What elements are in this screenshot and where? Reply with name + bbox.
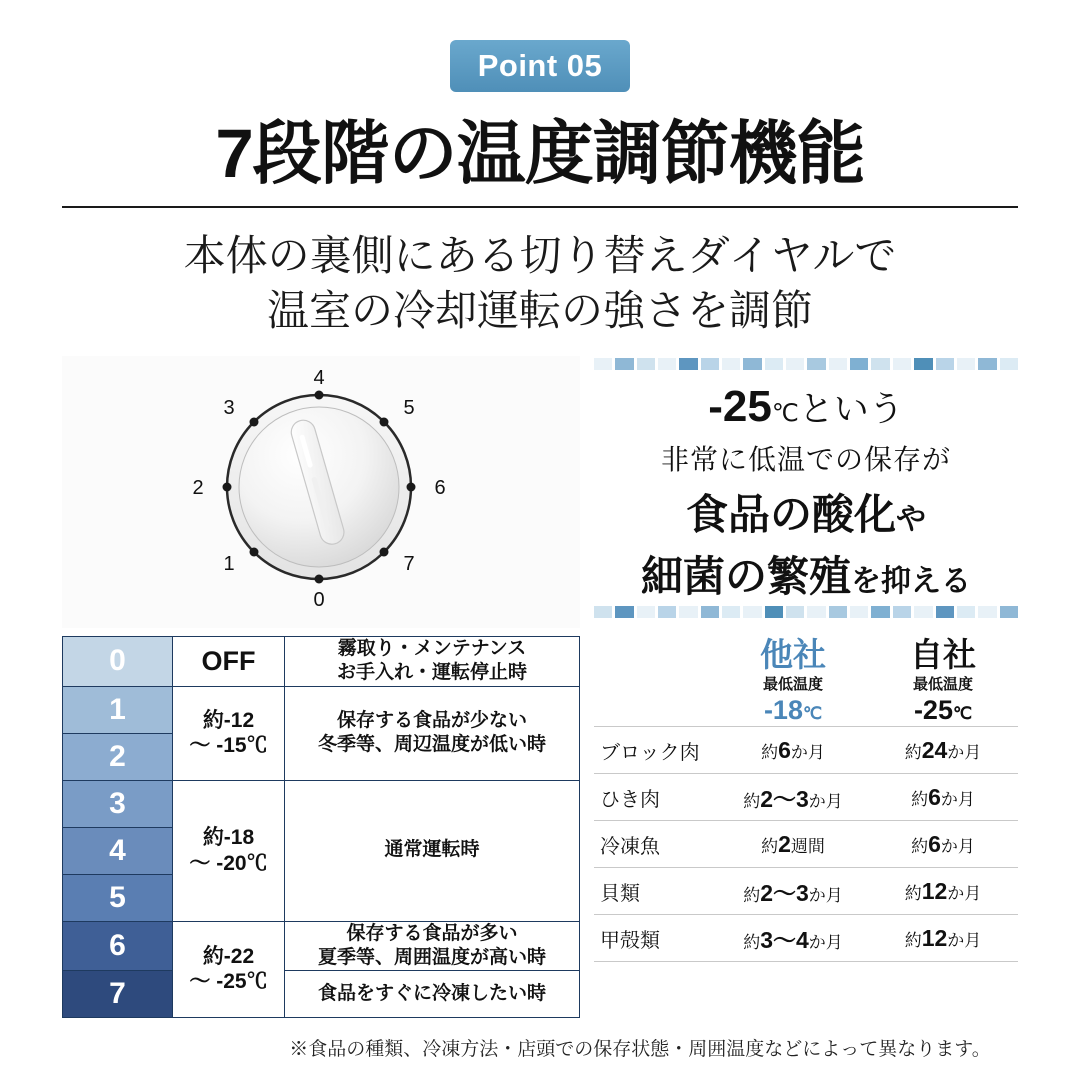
dial-level-0: 0 (63, 637, 173, 687)
comparison-header-own (868, 636, 1018, 727)
dial-desc-3-5: 通常運転時 (285, 780, 580, 921)
comparison-corner-cell (594, 636, 718, 727)
decor-bar (637, 606, 655, 618)
food-label-0: ブロック肉 (594, 727, 718, 774)
own-company-name: 自社 (910, 636, 976, 673)
table-row (594, 915, 1018, 962)
own-value-1: 約6か月 (868, 774, 1018, 821)
other-company-temp-value: -18 (763, 695, 803, 726)
highlight-line-1 (594, 382, 1018, 432)
decor-bar (871, 358, 889, 370)
dial-level-4: 4 (63, 827, 173, 874)
decor-bar (957, 606, 975, 618)
dial-desc-6-line1: 保存する食品が多い (346, 922, 518, 944)
food-label-2: 冷凍魚 (594, 821, 718, 868)
dial-label-7: 7 (403, 553, 415, 575)
decor-bar (850, 606, 868, 618)
own-company-sub: 最低温度 (912, 675, 973, 693)
other-value-0: 約6か月 (718, 727, 868, 774)
own-company-temp-value: -25 (913, 695, 953, 726)
food-label-1: ひき肉 (594, 774, 718, 821)
dial-desc-1-2 (285, 686, 580, 780)
dial-label-3: 3 (223, 397, 235, 419)
comparison-header-row (594, 636, 1018, 727)
dial-temp-6-7-sub: 〜 -25℃ (189, 970, 268, 994)
decor-bar (679, 606, 697, 618)
table-row (594, 727, 1018, 774)
dial-temp-1-2-sub: 〜 -15℃ (189, 734, 268, 758)
dial-desc-0-line1: 霧取り・メンテナンス (337, 638, 527, 659)
own-company-temp-unit: ℃ (952, 704, 973, 724)
decor-bar (637, 358, 655, 370)
other-company-sub: 最低温度 (762, 675, 823, 693)
other-value-1: 約2〜3か月 (718, 774, 868, 821)
highlight-line-3 (594, 482, 1018, 542)
storage-comparison-table (594, 636, 1018, 962)
highlight-line-4-suffix: を抑える (851, 565, 971, 598)
subtitle-line-2: 温室の冷却運転の強さを調節 (266, 287, 813, 335)
decor-bar (914, 606, 932, 618)
dial-photo-panel (62, 356, 580, 628)
point-badge (450, 40, 630, 92)
page-subtitle (0, 228, 1080, 339)
other-company-temp-unit: ℃ (802, 704, 823, 724)
dial-level-1: 1 (63, 686, 173, 733)
decor-bar (786, 358, 804, 370)
table-row (63, 686, 580, 733)
decor-bar (871, 606, 889, 618)
highlight-line-4-main: 細菌の繁殖 (640, 553, 851, 600)
decor-bar (936, 606, 954, 618)
highlight-line-3-main: 食品の酸化 (685, 491, 896, 538)
decor-bar (615, 606, 633, 618)
dial-desc-1-2-line1: 保存する食品が少ない (336, 709, 527, 731)
dial-desc-6 (285, 921, 580, 971)
min-temp-value: -25 (708, 382, 772, 431)
dial-setting-table (62, 636, 580, 1018)
decor-bar (807, 358, 825, 370)
dial-temp-1-2-main: 約-12 (202, 708, 255, 732)
temperature-dial-icon[interactable] (62, 356, 580, 628)
dial-label-2: 2 (192, 477, 204, 499)
highlight-line-3-suffix: や (896, 503, 926, 536)
other-company-temp (718, 695, 868, 726)
dial-temp-3-5-sub: 〜 -20℃ (189, 851, 268, 875)
dial-desc-7: 食品をすぐに冷凍したい時 (285, 971, 580, 1018)
decor-bar (786, 606, 804, 618)
decor-bar (658, 606, 676, 618)
table-row (63, 971, 580, 1018)
decor-bar (829, 606, 847, 618)
dial-desc-6-line2: 夏季等、周囲温度が高い時 (317, 946, 546, 968)
decor-bar (850, 358, 868, 370)
table-row (594, 821, 1018, 868)
dial-temp-6-7-main: 約-22 (202, 945, 255, 969)
min-temp-tail: という (798, 390, 904, 429)
dial-mode-off: OFF (173, 637, 285, 687)
point-badge-label: Point 05 (477, 48, 603, 83)
dial-level-7: 7 (63, 971, 173, 1018)
decor-bar (914, 358, 932, 370)
decor-bar (765, 358, 783, 370)
own-company-temp (868, 695, 1018, 726)
decor-bar (743, 358, 761, 370)
decor-bar (615, 358, 633, 370)
highlight-text-block (594, 382, 1018, 604)
table-row (63, 780, 580, 827)
decor-bar (893, 358, 911, 370)
highlight-line-4 (594, 544, 1018, 604)
dial-level-5: 5 (63, 874, 173, 921)
dial-level-2: 2 (63, 733, 173, 780)
comparison-header-other (718, 636, 868, 727)
dial-desc-1-2-line2: 冬季等、周辺温度が低い時 (317, 734, 546, 756)
dial-label-5: 5 (403, 397, 415, 419)
decor-bar (594, 606, 612, 618)
table-row (594, 868, 1018, 915)
decor-bar (594, 358, 612, 370)
dial-label-4: 4 (313, 367, 325, 389)
dial-label-1: 1 (223, 553, 235, 575)
dial-level-3: 3 (63, 780, 173, 827)
dial-desc-0-line2: お手入れ・運転停止時 (336, 662, 527, 684)
decor-bar (765, 606, 783, 618)
table-row (594, 774, 1018, 821)
subtitle-line-1: 本体の裏側にある切り替えダイヤルで (183, 232, 897, 279)
decor-bar (978, 358, 996, 370)
other-value-4: 約3〜4か月 (718, 915, 868, 962)
decor-bar (1000, 606, 1018, 618)
other-value-2: 約2週間 (718, 821, 868, 868)
decor-bar (722, 606, 740, 618)
own-value-4: 約12か月 (868, 915, 1018, 962)
dial-temp-1-2 (173, 686, 285, 780)
decor-bar (807, 606, 825, 618)
decor-bar-strip-bottom (594, 606, 1018, 618)
table-row (63, 637, 580, 687)
decor-bar (1000, 358, 1018, 370)
food-label-4: 甲殻類 (594, 915, 718, 962)
footnote (0, 1034, 1080, 1061)
min-temp-unit: ℃ (771, 400, 799, 427)
decor-bar (743, 606, 761, 618)
own-value-0: 約24か月 (868, 727, 1018, 774)
dial-label-6: 6 (434, 477, 446, 499)
own-value-2: 約6か月 (868, 821, 1018, 868)
decor-bar (679, 358, 697, 370)
dial-label-0: 0 (313, 589, 325, 611)
dial-temp-3-5-main: 約-18 (202, 826, 255, 850)
decor-bar (658, 358, 676, 370)
decor-bar (893, 606, 911, 618)
decor-bar (701, 606, 719, 618)
page-title: 7段階の温度調節機能 (215, 115, 865, 192)
dial-temp-3-5 (173, 780, 285, 921)
title-divider (62, 206, 1018, 208)
decor-bar (978, 606, 996, 618)
highlight-line-2: 非常に低温での保存が (660, 444, 951, 475)
food-label-3: 貝類 (594, 868, 718, 915)
decor-bar (829, 358, 847, 370)
own-value-3: 約12か月 (868, 868, 1018, 915)
decor-bar-strip-top (594, 358, 1018, 370)
dial-temp-6-7 (173, 921, 285, 1018)
dial-desc-0 (285, 637, 580, 687)
decor-bar (936, 358, 954, 370)
decor-bar (722, 358, 740, 370)
other-value-3: 約2〜3か月 (718, 868, 868, 915)
decor-bar (957, 358, 975, 370)
other-company-name: 他社 (760, 636, 826, 673)
decor-bar (701, 358, 719, 370)
table-row (63, 921, 580, 971)
dial-level-6: 6 (63, 921, 173, 971)
footnote-text: ※食品の種類、冷凍方法・店頭での保存状態・周囲温度などによって異なります。 (289, 1039, 991, 1060)
